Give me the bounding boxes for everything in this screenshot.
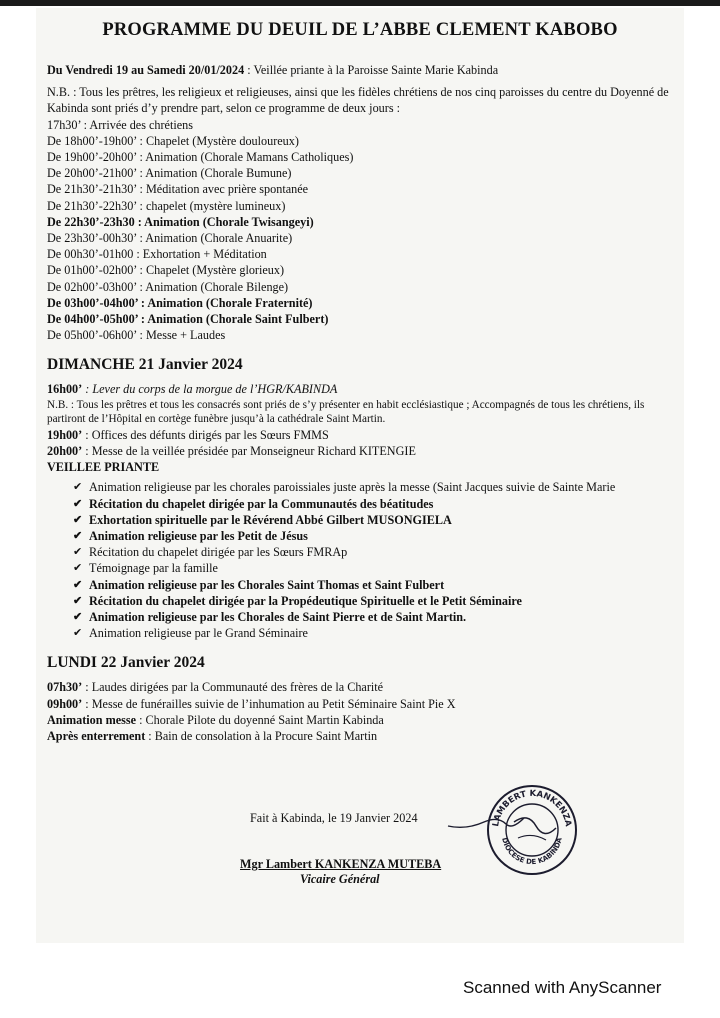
checkmark-icon: ✔ (73, 530, 83, 543)
intro-dates-rest: : Veillée priante à la Paroisse Sainte Marie Kabinda (244, 63, 499, 77)
sunday-text: : Messe de la veillée présidée par Monseigneur Richard KITENGIE (82, 444, 416, 459)
checkmark-icon: ✔ (73, 513, 83, 526)
list-item-text: Animation religieuse par les chorales paroissiales juste après la messe (Saint Jacques suivie de Sainte Marie (89, 480, 616, 495)
sunday-time: 19h00’ (47, 427, 83, 442)
list-item-text: Exhortation spirituelle par le Révérend Abbé Gilbert MUSONGIELA (89, 512, 452, 527)
checkmark-icon: ✔ (73, 562, 83, 575)
sunday-line (47, 427, 672, 443)
schedule-text: : chapelet (mystère lumineux) (136, 198, 286, 213)
schedule-time: De 03h00’-04h00’ (47, 295, 138, 310)
schedule-text: : Chapelet (Mystère douloureux) (136, 133, 299, 148)
sunday-text: : Lever du corps de la morgue de l’HGR/KABINDA (82, 382, 338, 397)
intro-nb: N.B. : Tous les prêtres, les religieux et religieuses, ainsi que les fidèles chrétiens de nos cinq paroisses du centre du Doyenné de Kabinda sont priés d’y prendre part, selon ce programme de deux jours : (47, 85, 669, 116)
checkmark-icon: ✔ (73, 611, 83, 624)
schedule-time: De 21h30’-22h30’ (47, 198, 137, 213)
sunday-heading: DIMANCHE 21 Janvier 2024 (47, 356, 243, 374)
list-item (73, 560, 672, 576)
monday-line (47, 712, 672, 728)
list-item (73, 528, 672, 544)
schedule-text: : Chapelet (Mystère glorieux) (136, 263, 285, 278)
sunday-text: : Offices des défunts dirigés par les Sœurs FMMS (82, 427, 329, 442)
schedule-time: De 20h00’-21h00’ (47, 166, 137, 181)
monday-text: : Laudes dirigées par la Communauté des frères de la Charité (82, 680, 384, 695)
schedule-text: : Animation (Chorale Twisangeyi) (134, 214, 314, 229)
monday-label: Après enterrement (47, 729, 146, 744)
schedule-row (47, 165, 672, 181)
list-item (73, 625, 672, 641)
checkmark-icon: ✔ (73, 627, 83, 640)
monday-text: : Chorale Pilote du doyenné Saint Martin Kabinda (136, 712, 384, 727)
list-item-text: Animation religieuse par les Petit de Jésus (89, 529, 308, 544)
schedule-row (47, 327, 672, 343)
list-item (73, 479, 672, 495)
monday-line (47, 679, 672, 695)
list-item (73, 593, 672, 609)
schedule-text: : Arrivée des chrétiens (80, 117, 193, 132)
document-body (47, 62, 672, 744)
checkmark-icon: ✔ (73, 497, 83, 510)
list-item-text: Récitation du chapelet dirigée par la Communautés des béatitudes (89, 496, 434, 511)
sunday-time: 20h00’ (47, 444, 83, 459)
schedule-row (47, 295, 672, 311)
schedule-time: De 05h00’-06h00’ (47, 328, 137, 343)
schedule-row (47, 311, 672, 327)
monday-text: : Bain de consolation à la Procure Saint Martin (145, 729, 378, 744)
schedule-row (47, 198, 672, 214)
schedule-time: 17h30’ (47, 117, 81, 132)
schedule-text: : Animation (Chorale Mamans Catholiques) (136, 150, 354, 165)
vigil-schedule (47, 117, 672, 344)
top-bar (0, 0, 720, 6)
schedule-row (47, 230, 672, 246)
schedule-time: De 22h30’-23h30 (47, 214, 135, 229)
list-item-text: Témoignage par la famille (89, 561, 218, 576)
schedule-text: : Animation (Chorale Fraternité) (137, 295, 313, 310)
veillee-list (47, 479, 672, 641)
monday-label: 07h30’ (47, 680, 83, 695)
list-item-text: Récitation du chapelet dirigée par les Sœurs FMRAp (89, 545, 348, 560)
document-title: PROGRAMME DU DEUIL DE L’ABBE CLEMENT KABOBO (102, 20, 618, 40)
schedule-row (47, 117, 672, 133)
monday-text: : Messe de funérailles suivie de l’inhumation au Petit Séminaire Saint Pie X (82, 696, 456, 711)
monday-line (47, 728, 672, 744)
sunday-line (47, 381, 672, 397)
schedule-text: : Messe + Laudes (136, 328, 226, 343)
intro-dates-line (47, 62, 672, 78)
schedule-time: De 23h30’-00h30’ (47, 231, 137, 246)
schedule-time: De 00h30’-01h00 (47, 247, 134, 262)
stamp-bottom-text: DIOCESE DE KABINDA (500, 836, 564, 867)
veillee-heading: VEILLEE PRIANTE (47, 460, 160, 475)
schedule-row (47, 279, 672, 295)
signatory-name: Mgr Lambert KANKENZA MUTEBA (240, 857, 442, 871)
schedule-text: : Animation (Chorale Bilenge) (136, 279, 289, 294)
schedule-time: De 01h00’-02h00’ (47, 263, 137, 278)
sunday-nb: N.B. : Tous les prêtres et tous les consacrés sont priés de s’y présenter en habit ecclésiastique ; Accompagnés de tous les chrétiens, ils partiront de l’Hôpital en cortège funèbre jusqu’à la cathédrale Saint Martin. (47, 398, 645, 426)
schedule-time: De 04h00’-05h00’ (47, 312, 138, 327)
stamp-top-text: LAMBERT KANKENZA (491, 788, 573, 828)
schedule-text: : Animation (Chorale Saint Fulbert) (137, 312, 329, 327)
list-item-text: Animation religieuse par les Chorales de Saint Pierre et de Saint Martin. (89, 610, 467, 625)
schedule-time: De 18h00’-19h00’ (47, 133, 137, 148)
checkmark-icon: ✔ (73, 546, 83, 559)
schedule-row (47, 133, 672, 149)
monday-line (47, 696, 672, 712)
schedule-text: : Animation (Chorale Anuarite) (136, 231, 293, 246)
checkmark-icon: ✔ (73, 481, 83, 494)
monday-heading: LUNDI 22 Janvier 2024 (47, 654, 205, 672)
sunday-line (47, 443, 672, 459)
schedule-row (47, 181, 672, 197)
list-item (73, 577, 672, 593)
monday-label: Animation messe (47, 712, 137, 727)
checkmark-icon: ✔ (73, 578, 83, 591)
schedule-row (47, 246, 672, 262)
scanner-watermark: Scanned with AnyScanner (463, 978, 662, 997)
schedule-row (47, 149, 672, 165)
intro-dates: Du Vendredi 19 au Samedi 20/01/2024 (47, 63, 245, 77)
signatory-role: Vicaire Général (300, 872, 380, 886)
schedule-text: : Méditation avec prière spontanée (136, 182, 309, 197)
schedule-row (47, 214, 672, 230)
list-item-text: Récitation du chapelet dirigée par la Propédeutique Spirituelle et le Petit Séminaire (89, 593, 522, 608)
list-item-text: Animation religieuse par les Chorales Saint Thomas et Saint Fulbert (89, 577, 445, 592)
checkmark-icon: ✔ (73, 594, 83, 607)
list-item (73, 512, 672, 528)
monday-label: 09h00’ (47, 696, 83, 711)
list-item-text: Animation religieuse par le Grand Séminaire (89, 626, 308, 641)
list-item (73, 609, 672, 625)
schedule-text: : Exhortation + Méditation (133, 247, 267, 262)
list-item (73, 496, 672, 512)
schedule-time: De 21h30’-21h30’ (47, 182, 137, 197)
list-item (73, 544, 672, 560)
schedule-time: De 19h00’-20h00’ (47, 150, 137, 165)
schedule-row (47, 262, 672, 278)
schedule-time: De 02h00’-03h00’ (47, 279, 137, 294)
sunday-time: 16h00’ (47, 382, 83, 397)
schedule-text: : Animation (Chorale Bumune) (136, 166, 292, 181)
place-date: Fait à Kabinda, le 19 Janvier 2024 (250, 811, 418, 825)
